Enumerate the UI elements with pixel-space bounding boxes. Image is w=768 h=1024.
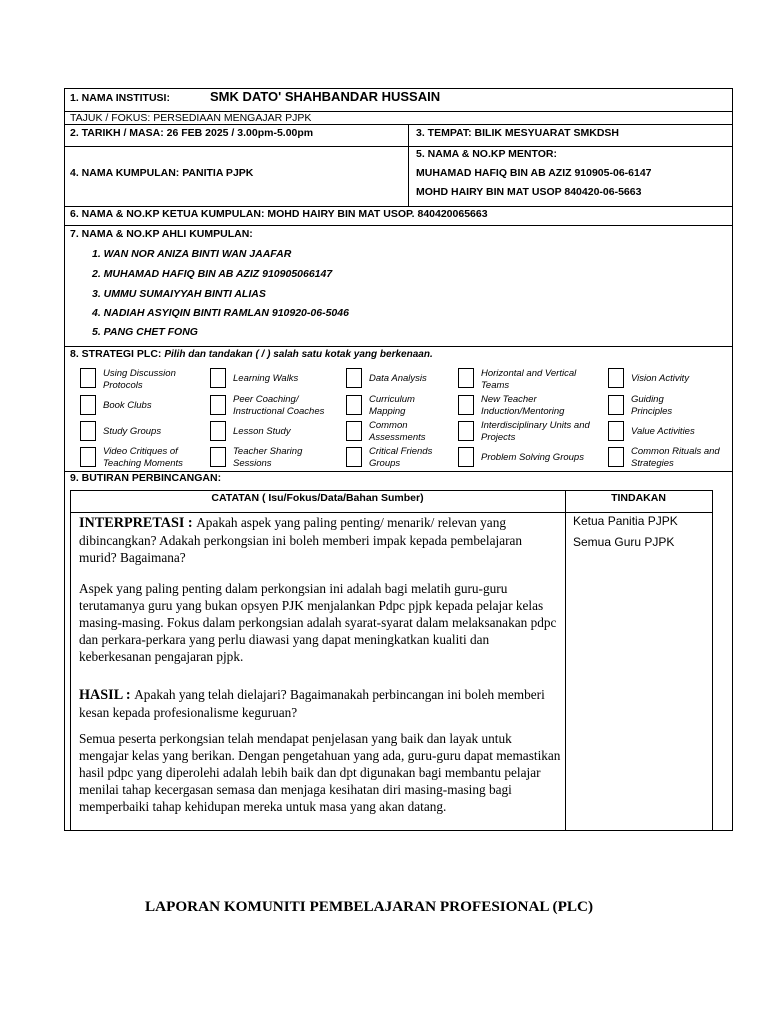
strategy-video-critiques: Video Critiques of Teaching Moments (103, 446, 183, 469)
hasil-question: HASIL : Apakah yang telah dielajari? Bagaimanakah perbincangan ini boleh memberi kesan kepada profesionalisme keguruan? (79, 687, 545, 720)
strategy-checkbox-vision-activity[interactable] (608, 368, 624, 388)
report-title: LAPORAN KOMUNITI PEMBELAJARAN PROFESIONAL (PLC) (144, 898, 594, 915)
strategy-checkbox-using-discussion-protocols[interactable] (80, 368, 96, 388)
strategy-study-groups: Study Groups (103, 426, 162, 437)
discussion-label: 9. BUTIRAN PERBINCANGAN: (70, 472, 222, 484)
interpretasi-label: INTERPRETASI : (79, 515, 197, 531)
institution-name: SMK DATO' SHAHBANDAR HUSSAIN (210, 89, 441, 104)
strategy-peer-coaching: Peer Coaching/ Instructional Coaches (233, 394, 325, 417)
strategy-book-clubs: Book Clubs (103, 400, 152, 411)
venue: 3. TEMPAT: BILIK MESYUARAT SMKDSH (416, 127, 620, 139)
date-time: 2. TARIKH / MASA: 26 FEB 2025 / 3.00pm-5.00pm (70, 127, 314, 139)
strategy-using-discussion-protocols: Using Discussion Protocols (103, 368, 176, 391)
strategy-checkbox-video-critiques[interactable] (80, 447, 96, 467)
strategy-value-activities: Value Activities (631, 426, 695, 437)
hasil-answer: Semua peserta perkongsian telah mendapat penjelasan yang baik dan layak untuk mengajar kelas yang berikan. Dengan pengetahuan yang ada, guru-guru dapat memastikan hasil pdpc yang diperolehi adalah lebih baik dan dpt digunakan bagi membantu pelajar menilai tahap kecergasan semasa dan menjaga kesihatan diri masing-masing bagi memperbaiki tahap kehidupan mereka untuk masa yang akan datang. (79, 731, 561, 814)
strategy-vision-activity: Vision Activity (631, 373, 690, 384)
notes-column-header: CATATAN ( Isu/Fokus/Data/Bahan Sumber) (211, 492, 424, 504)
strategy-common-rituals: Common Rituals and Strategies (631, 446, 720, 469)
action-column-header: TINDAKAN (611, 492, 666, 504)
group-leader: 6. NAMA & NO.KP KETUA KUMPULAN: MOHD HAIRY BIN MAT USOP. 840420065663 (70, 208, 488, 220)
strategy-checkbox-data-analysis[interactable] (346, 368, 362, 388)
strategy-checkbox-book-clubs[interactable] (80, 395, 96, 415)
strategy-checkbox-guiding-principles[interactable] (608, 395, 624, 415)
mentor-label: 5. NAMA & NO.KP MENTOR: (416, 148, 557, 160)
mentor-2: MOHD HAIRY BIN MAT USOP 840420-06-5663 (416, 186, 642, 198)
action-item-1: Ketua Panitia PJPK (573, 514, 678, 528)
strategy-checkbox-study-groups[interactable] (80, 421, 96, 441)
member-1: 1. WAN NOR ANIZA BINTI WAN JAAFAR (92, 248, 292, 260)
strategy-checkbox-common-rituals[interactable] (608, 447, 624, 467)
strategy-guiding-principles: Guiding Principles (631, 394, 673, 417)
strategy-teacher-sharing: Teacher Sharing Sessions (233, 446, 303, 469)
strategy-checkbox-horizontal-vertical-teams[interactable] (458, 368, 474, 388)
institution-label: 1. NAMA INSTITUSI: (70, 92, 170, 104)
strategy-data-analysis: Data Analysis (369, 373, 427, 384)
strategy-checkbox-problem-solving[interactable] (458, 447, 474, 467)
interpretasi-answer: Aspek yang paling penting dalam perkongsian ini adalah bagi melatih guru-guru terutamanya guru yang bukan opsyen PJK menjalankan Pdpc pjpk kepada pelajar kelas masing-masing. Fokus dalam perkongsian adalah syarat-syarat dalam melaksanakan pdpc dan perkara-perkara yang perlu diawasi yang dapat meningkatkan kualiti dan keberkesanan pengajaran pjpk. (79, 581, 557, 664)
strategy-checkbox-peer-coaching[interactable] (210, 395, 226, 415)
strategy-curriculum-mapping: Curriculum Mapping (369, 394, 415, 417)
strategy-checkbox-new-teacher-induction[interactable] (458, 395, 474, 415)
strategy-checkbox-value-activities[interactable] (608, 421, 624, 441)
member-4: 4. NADIAH ASYIQIN BINTI RAMLAN 910920-06-5046 (92, 307, 349, 319)
strategy-interdisciplinary-units: Interdisciplinary Units and Projects (481, 420, 590, 443)
strategy-learning-walks: Learning Walks (233, 373, 299, 384)
strategy-new-teacher-induction: New Teacher Induction/Mentoring (481, 394, 565, 417)
topic-focus: TAJUK / FOKUS: PERSEDIAAN MENGAJAR PJPK (70, 112, 312, 124)
hasil-label: HASIL : (79, 687, 135, 703)
strategy-checkbox-critical-friends[interactable] (346, 447, 362, 467)
mentor-1: MUHAMAD HAFIQ BIN AB AZIZ 910905-06-6147 (416, 167, 652, 179)
members-label: 7. NAMA & NO.KP AHLI KUMPULAN: (70, 228, 253, 240)
strategy-checkbox-curriculum-mapping[interactable] (346, 395, 362, 415)
strategy-checkbox-lesson-study[interactable] (210, 421, 226, 441)
strategy-instruction: Pilih dan tandakan ( / ) salah satu kotak yang berkenaan. (164, 349, 433, 360)
member-5: 5. PANG CHET FONG (92, 326, 198, 338)
group-name: 4. NAMA KUMPULAN: PANITIA PJPK (70, 167, 254, 179)
strategy-checkbox-teacher-sharing[interactable] (210, 447, 226, 467)
strategy-checkbox-interdisciplinary-units[interactable] (458, 421, 474, 441)
strategy-label: 8. STRATEGI PLC: Pilih dan tandakan ( / ) salah satu kotak yang berkenaan. (70, 348, 433, 360)
member-2: 2. MUHAMAD HAFIQ BIN AB AZIZ 910905066147 (92, 268, 333, 280)
strategy-horizontal-vertical-teams: Horizontal and Vertical Teams (481, 368, 577, 391)
action-item-2: Semua Guru PJPK (573, 535, 675, 549)
strategy-common-assessments: Common Assessments (369, 420, 426, 443)
strategy-checkbox-learning-walks[interactable] (210, 368, 226, 388)
strategy-checkbox-common-assessments[interactable] (346, 421, 362, 441)
strategy-lesson-study: Lesson Study (233, 426, 291, 437)
member-3: 3. UMMU SUMAIYYAH BINTI ALIAS (92, 288, 266, 300)
interpretasi-question: INTERPRETASI : Apakah aspek yang paling penting/ menarik/ relevan yang dibincangkan? Adakah perkongsian ini boleh memberi impak kepada pembelajaran murid? Bagaimana? (79, 515, 523, 565)
strategy-problem-solving: Problem Solving Groups (481, 452, 584, 463)
strategy-critical-friends: Critical Friends Groups (369, 446, 433, 469)
